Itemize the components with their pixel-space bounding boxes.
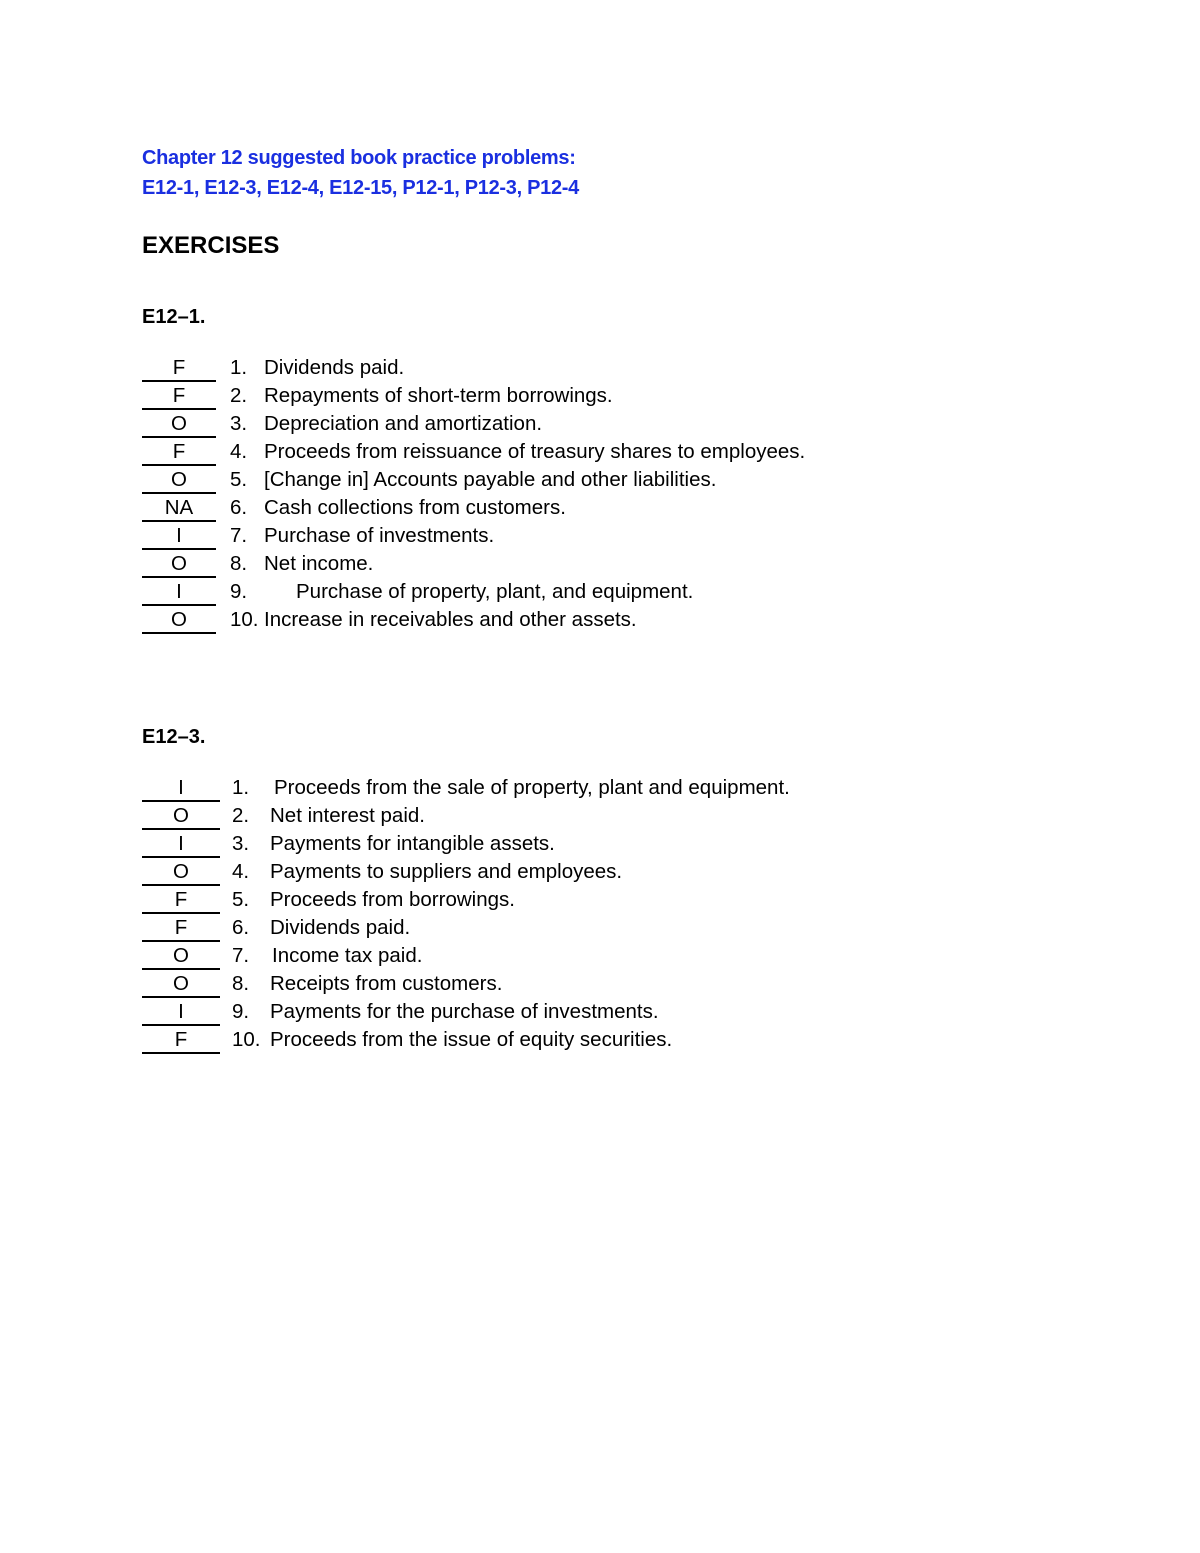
item-number: 8. [230,552,248,575]
answer-blank: O [142,411,216,438]
answer-blank: F [142,439,216,466]
item-text: Proceeds from the sale of property, plant and equipment. [274,776,790,799]
answer-blank: I [142,999,220,1026]
item-text: Payments for intangible assets. [270,832,555,855]
answer-blank: O [142,551,216,578]
item-text: Payments to suppliers and employees. [270,860,623,883]
item-number: 3. [232,832,250,855]
item-number: 5. [232,888,250,911]
answer-blank: F [142,887,220,914]
item-number: 6. [230,496,248,519]
item-text: Proceeds from borrowings. [270,888,515,911]
exercise-heading-e12-3: E12–3. [142,726,206,748]
suggested-problems-title: Chapter 12 suggested book practice problems: [142,147,576,169]
item-text: Cash collections from customers. [264,496,566,519]
item-number: 8. [232,972,250,995]
answer-blank: I [142,523,216,550]
item-text: Dividends paid. [264,356,405,379]
item-number: 9. [230,580,248,603]
item-number: 10. [230,608,259,631]
answer-blank: O [142,971,220,998]
answer-blank: I [142,579,216,606]
item-text: [Change in] Accounts payable and other liabilities. [264,468,717,491]
item-number: 10. [232,1028,261,1051]
item-number: 2. [230,384,248,407]
answer-blank: O [142,943,220,970]
answer-blank: F [142,355,216,382]
item-number: 5. [230,468,248,491]
item-text: Net income. [264,552,374,575]
item-text: Purchase of property, plant, and equipment. [296,580,694,603]
item-number: 1. [232,776,250,799]
item-text: Receipts from customers. [270,972,503,995]
item-text: Proceeds from the issue of equity securities. [270,1028,673,1051]
item-number: 1. [230,356,248,379]
item-number: 7. [230,524,248,547]
answer-blank: O [142,859,220,886]
item-number: 3. [230,412,248,435]
item-text: Net interest paid. [270,804,425,827]
suggested-problems-list: E12-1, E12-3, E12-4, E12-15, P12-1, P12-3, P12-4 [142,177,579,199]
item-text: Payments for the purchase of investments. [270,1000,659,1023]
answer-blank: O [142,607,216,634]
item-number: 4. [230,440,248,463]
section-title: EXERCISES [142,232,280,259]
item-text: Repayments of short-term borrowings. [264,384,613,407]
item-text: Dividends paid. [270,916,411,939]
answer-blank: I [142,831,220,858]
answer-blank: NA [142,495,216,522]
answer-blank: F [142,383,216,410]
suggested-problems-note [142,143,579,203]
item-number: 4. [232,860,250,883]
item-text: Purchase of investments. [264,524,495,547]
item-text: Income tax paid. [272,944,423,967]
answer-blank: F [142,1027,220,1054]
answer-blank: O [142,803,220,830]
item-text: Proceeds from reissuance of treasury shares to employees. [264,440,806,463]
answer-blank: F [142,915,220,942]
answer-blank: O [142,467,216,494]
item-number: 7. [232,944,250,967]
item-number: 6. [232,916,250,939]
item-number: 2. [232,804,250,827]
item-number: 9. [232,1000,250,1023]
answer-blank: I [142,775,220,802]
exercise-heading-e12-1: E12–1. [142,306,206,328]
item-text: Depreciation and amortization. [264,412,543,435]
item-text: Increase in receivables and other assets. [264,608,637,631]
